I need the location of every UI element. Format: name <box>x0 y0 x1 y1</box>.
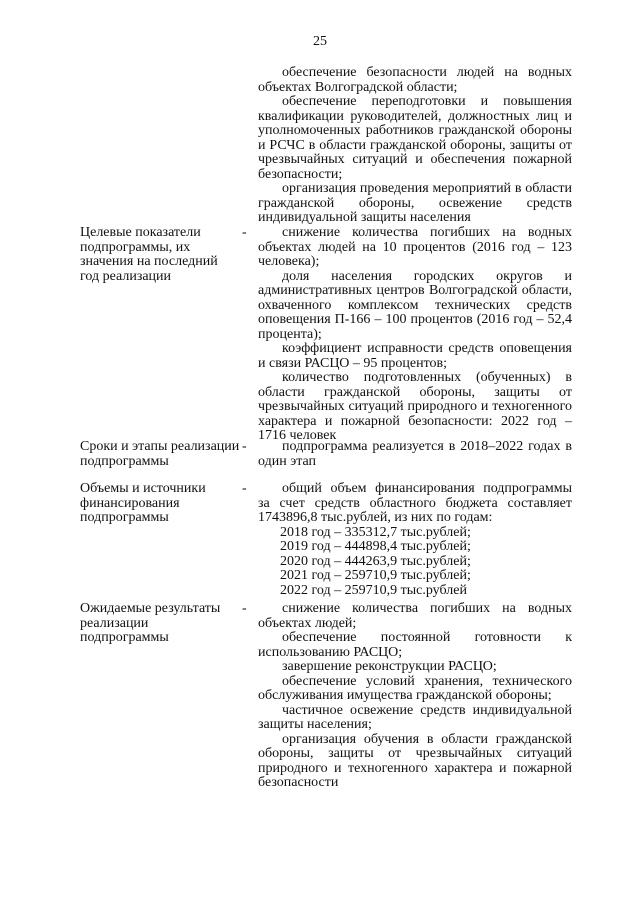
row-label: Целевые показатели подпрограммы, их значения на последний год реализации <box>80 225 218 284</box>
content-paragraph: обеспечение переподготовки и повышения квалификации руководителей, должностных лиц и уполномоченных работников гражданской обороны и РСЧС в области гражданской обороны, защиты от чрезвычайных ситуаций и обеспечения пожарной безопасности; <box>258 94 572 182</box>
content-paragraph: организация проведения мероприятий в области гражданской обороны, освежение средств индивидуальной защиты населения <box>258 181 572 225</box>
content-paragraph: доля населения городских округов и административных центров Волгоградской области, охваченного комплексом технических средств оповещения П-166 – 100 процентов (2016 год – 52,4 процента); <box>258 268 572 342</box>
funding-year-line: 2021 год – 259710,9 тыс.рублей; <box>280 568 471 583</box>
funding-year-line: 2020 год – 444263,9 тыс.рублей; <box>280 553 471 569</box>
row-label: Ожидаемые результаты реализации подпрограммы <box>80 601 221 645</box>
funding-year-line: 2022 год – 259710,9 тыс.рублей <box>280 582 467 598</box>
content-paragraph: количество подготовленных (обученных) в области гражданской обороны, защиты от чрезвычайных ситуаций природного и техногенного характера и пожарной безопасности: 2022 год – 1716 человек <box>258 370 572 443</box>
content-paragraph: завершение реконструкции РАСЦО; <box>282 659 497 674</box>
row-label: Сроки и этапы реализации подпрограммы <box>80 439 240 469</box>
row-dash: - <box>242 439 247 454</box>
content-paragraph: обеспечение безопасности людей на водных объектах Волгоградской области; <box>258 65 572 95</box>
row-content <box>258 440 572 469</box>
content-paragraph: частичное освежение средств индивидуальной защиты населения; <box>258 702 572 732</box>
row-content <box>258 482 572 598</box>
content-paragraph: снижение количества погибших на водных объектах людей; <box>258 601 572 631</box>
row-dash: - <box>242 601 247 616</box>
row-dash: - <box>242 225 247 240</box>
content-paragraph: обеспечение постоянной готовности к использованию РАСЦО; <box>258 630 572 660</box>
row-content <box>258 66 572 226</box>
content-paragraph: общий объем финансирования подпрограммы за счет средств областного бюджета составляет 1743896,8 тыс.рублей, из них по годам: <box>258 481 572 525</box>
funding-year-line: 2018 год – 335312,7 тыс.рублей; <box>280 524 471 540</box>
funding-year-line: 2019 год – 444898,4 тыс.рублей; <box>280 539 471 554</box>
content-paragraph: снижение количества погибших на водных объектах людей на 10 процентов (2016 год – 123 человека); <box>258 225 572 269</box>
page-number: 25 <box>313 34 327 49</box>
content-paragraph: обеспечение условий хранения, технического обслуживания имущества гражданской обороны; <box>258 673 572 703</box>
content-paragraph: организация обучения в области гражданской обороны, защиты от чрезвычайных ситуаций природного и техногенного характера и пожарной безопасности <box>258 731 572 790</box>
content-paragraph: подпрограмма реализуется в 2018–2022 годах в один этап <box>258 439 572 469</box>
row-content <box>258 602 572 791</box>
row-content <box>258 226 572 444</box>
row-label: Объемы и источники финансирования подпрограммы <box>80 481 206 525</box>
row-dash: - <box>242 481 247 496</box>
content-paragraph: коэффициент исправности средств оповещения и связи РАСЦО – 95 процентов; <box>258 341 572 371</box>
